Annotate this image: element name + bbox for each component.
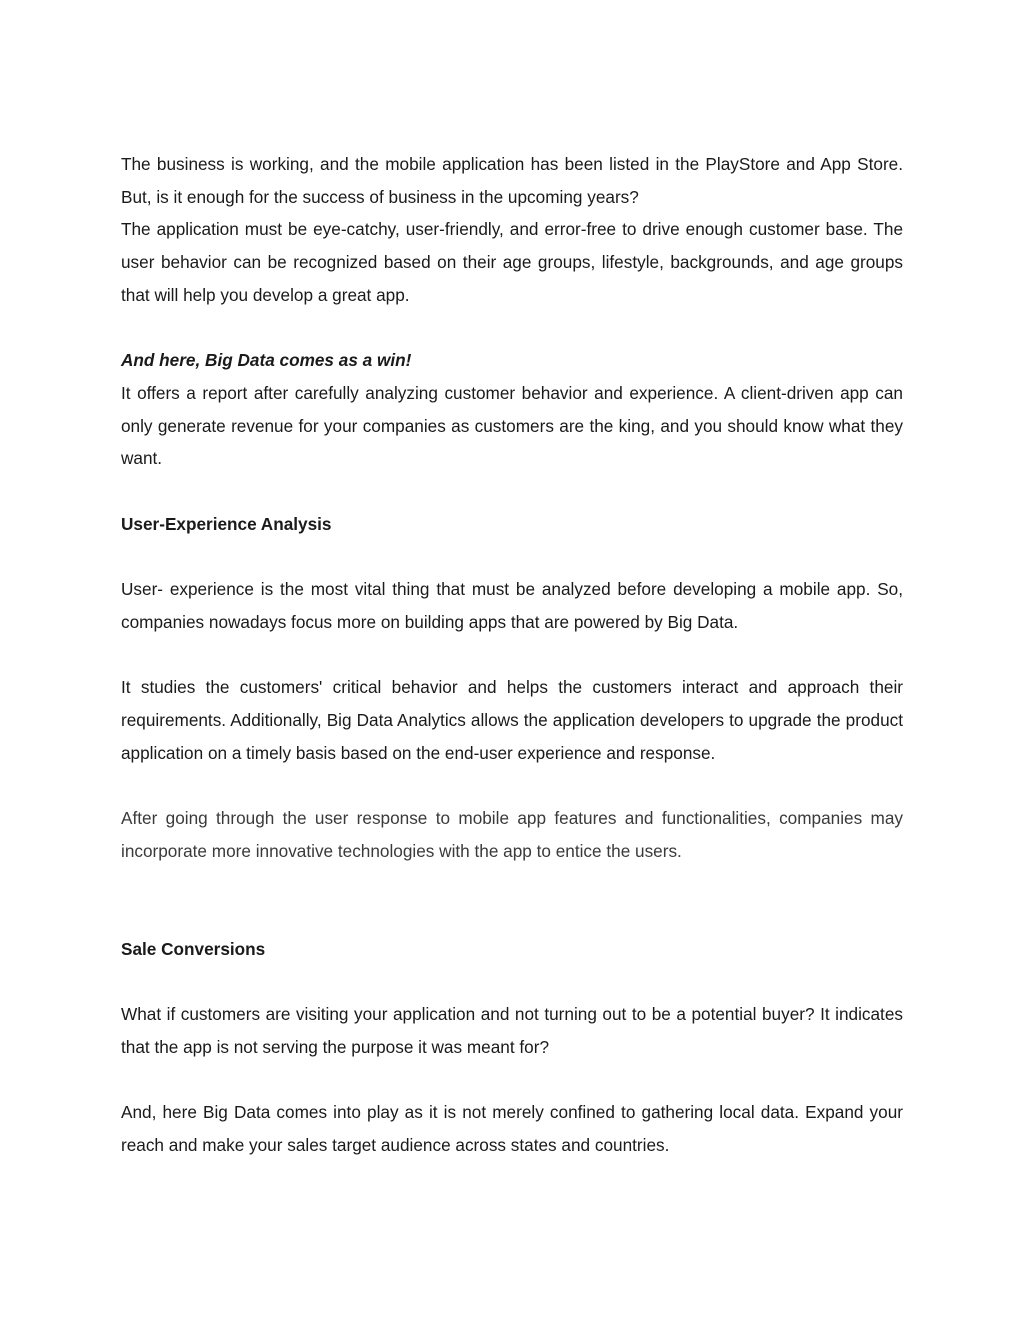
section-heading-ux: User-Experience Analysis [121, 513, 332, 534]
document-page [121, 148, 903, 1162]
spacer [121, 312, 903, 345]
paragraph-ux-studies: It studies the customers' critical behavior and helps the customers interact and approach their requirements. Additionally, Big Data Analytics allows the application developers to upgrade the product application on a timely basis based on the end-user experience and response. [121, 677, 903, 763]
spacer [121, 769, 903, 802]
paragraph-report: It offers a report after carefully analyzing customer behavior and experience. A client-driven app can only generate revenue for your companies as customers are the king, and you should know what they want. [121, 382, 903, 469]
spacer [121, 867, 903, 932]
paragraph-sales-reach: And, here Big Data comes into play as it is not merely confined to gathering local data. Expand your reach and make your sales target audience across states and countries. [121, 1102, 903, 1155]
section-heading-sales: Sale Conversions [121, 938, 266, 959]
paragraph-ux-vital: User- experience is the most vital thing that must be analyzed before developing a mobile app. So, companies nowadays focus more on building apps that are powered by Big Data. [121, 579, 903, 632]
spacer [121, 475, 903, 508]
spacer [121, 965, 903, 998]
paragraph-ux-response: After going through the user response to mobile app features and functionalities, companies may incorporate more innovative technologies with the app to entice the users. [121, 807, 903, 861]
paragraph-playstore: The business is working, and the mobile application has been listed in the PlayStore and App Store. But, is it enough for the success of business in the upcoming years? [121, 154, 903, 207]
spacer [121, 540, 903, 573]
paragraph-sales-buyer: What if customers are visiting your application and not turning out to be a potential buyer? It indicates that the app is not serving the purpose it was meant for? [121, 1004, 903, 1057]
paragraph-app-requirements: The application must be eye-catchy, user-friendly, and error-free to drive enough customer base. The user behavior can be recognized based on their age groups, lifestyle, backgrounds, and age groups that will help you develop a great app. [121, 219, 903, 305]
spacer [121, 639, 903, 672]
spacer [121, 1064, 903, 1097]
big-data-subheading: And here, Big Data comes as a win! [121, 350, 412, 371]
